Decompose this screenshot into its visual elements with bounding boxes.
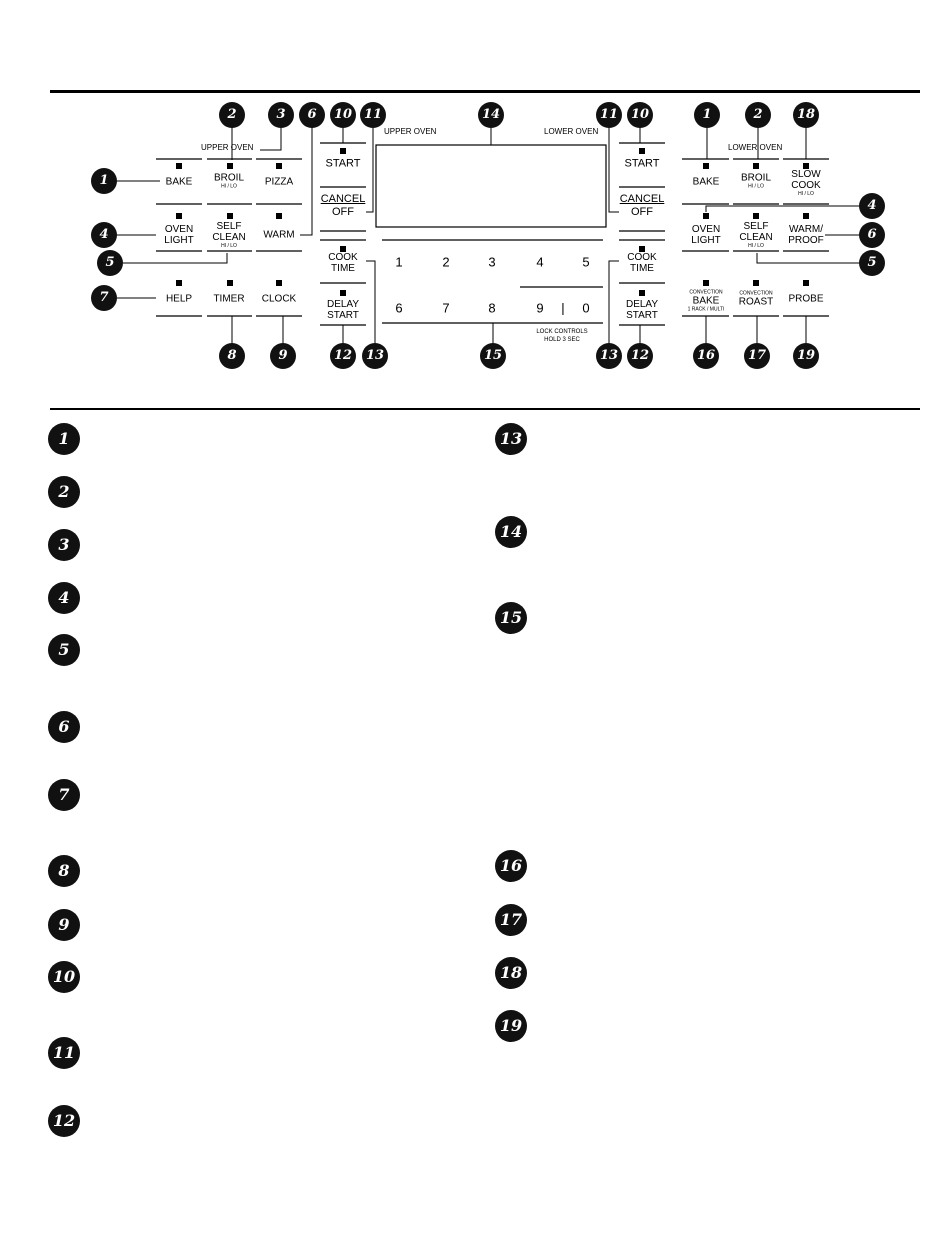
- self-clean-line2: CLEAN: [212, 232, 246, 243]
- keypad-6[interactable]: 6: [395, 300, 403, 316]
- legend-badge-17: 17: [495, 904, 527, 936]
- callout-4-right: 4: [859, 193, 885, 219]
- lower-self-clean-line1: SELF: [743, 221, 769, 232]
- probe-label: PROBE: [788, 293, 824, 305]
- callout-7: 7: [91, 285, 117, 311]
- bake-label: BAKE: [165, 176, 193, 188]
- lower-cook-line2: TIME: [630, 263, 654, 274]
- upper-oven-label: UPPER OVEN: [201, 143, 254, 152]
- keypad-2[interactable]: 2: [442, 254, 450, 270]
- keypad-0[interactable]: 0: [582, 300, 590, 316]
- callout-12-right: 12: [627, 343, 653, 369]
- probe-button[interactable]: [788, 294, 823, 305]
- callout-18: 18: [793, 102, 819, 128]
- lower-broil-button[interactable]: [741, 173, 771, 190]
- callout-5-left: 5: [97, 250, 123, 276]
- callout-11-left: 11: [360, 102, 386, 128]
- legend-badge-1: 1: [48, 423, 80, 455]
- control-panel-diagram: [0, 0, 950, 420]
- self-clean-button[interactable]: [212, 221, 245, 249]
- keypad-4[interactable]: 4: [536, 254, 544, 270]
- slow-cook-line1: SLOW: [791, 169, 821, 180]
- callout-11-right: 11: [596, 102, 622, 128]
- convection-bake-label: BAKE: [692, 295, 720, 307]
- lower-bake-button[interactable]: [693, 177, 720, 188]
- callout-3: 3: [268, 102, 294, 128]
- callout-8: 8: [219, 343, 245, 369]
- upper-cancel-label: CANCEL: [320, 193, 366, 205]
- callout-10-right: 10: [627, 102, 653, 128]
- convection-roast-pre: CONVECTION: [739, 290, 773, 297]
- legend-badge-12: 12: [48, 1105, 80, 1137]
- lower-start-label: START: [624, 157, 660, 170]
- help-label: HELP: [165, 293, 193, 305]
- callout-1-right: 1: [694, 102, 720, 128]
- lock-controls-label: [536, 328, 587, 344]
- lower-bake-label: BAKE: [692, 176, 720, 188]
- legend-badge-2: 2: [48, 476, 80, 508]
- callout-2-left: 2: [219, 102, 245, 128]
- lower-broil-sub: HI / LO: [748, 183, 764, 190]
- upper-start-button[interactable]: [325, 158, 360, 171]
- lower-oven-label: LOWER OVEN: [728, 143, 783, 152]
- lower-delay-start-button[interactable]: [626, 299, 658, 321]
- legend-badge-11: 11: [48, 1037, 80, 1069]
- legend-badge-4: 4: [48, 582, 80, 614]
- legend: [0, 410, 950, 1210]
- warm-proof-button[interactable]: [788, 224, 824, 246]
- lower-off-label: OFF: [631, 206, 653, 218]
- legend-badge-13: 13: [495, 423, 527, 455]
- convection-bake-button[interactable]: [688, 290, 725, 313]
- callout-1-left: 1: [91, 168, 117, 194]
- callout-19: 19: [793, 343, 819, 369]
- lower-self-clean-line2: CLEAN: [739, 232, 773, 243]
- upper-cook-line2: TIME: [331, 263, 355, 274]
- callout-13-left: 13: [362, 343, 388, 369]
- convection-roast-label: ROAST: [738, 296, 774, 308]
- lower-oven-light-line2: LIGHT: [691, 235, 721, 246]
- broil-button[interactable]: [214, 173, 244, 190]
- callout-12-left: 12: [330, 343, 356, 369]
- legend-badge-14: 14: [495, 516, 527, 548]
- upper-delay-line1: DELAY: [326, 299, 360, 310]
- warm-proof-line2: PROOF: [788, 235, 824, 246]
- timer-label: TIMER: [213, 293, 245, 305]
- callout-2-right: 2: [745, 102, 771, 128]
- callout-5-right: 5: [859, 250, 885, 276]
- legend-badge-7: 7: [48, 779, 80, 811]
- legend-badge-19: 19: [495, 1010, 527, 1042]
- bake-button[interactable]: [166, 177, 193, 188]
- display-upper-label: UPPER OVEN: [384, 127, 437, 136]
- callout-17: 17: [744, 343, 770, 369]
- callout-6-left: 6: [299, 102, 325, 128]
- pizza-label: PIZZA: [264, 176, 294, 188]
- callout-13-right: 13: [596, 343, 622, 369]
- lock-controls-line2: HOLD 3 SEC: [544, 337, 580, 343]
- clock-button[interactable]: [262, 294, 296, 305]
- upper-start-label: START: [325, 157, 361, 170]
- lower-start-button[interactable]: [624, 158, 659, 171]
- callout-14: 14: [478, 102, 504, 128]
- callout-6-right: 6: [859, 222, 885, 248]
- lower-cancel-label: CANCEL: [619, 193, 665, 205]
- legend-badge-8: 8: [48, 855, 80, 887]
- legend-badge-18: 18: [495, 957, 527, 989]
- warm-label: WARM: [263, 229, 295, 241]
- broil-sub: HI / LO: [221, 183, 237, 190]
- keypad-8[interactable]: 8: [488, 300, 496, 316]
- legend-badge-9: 9: [48, 909, 80, 941]
- legend-badge-16: 16: [495, 850, 527, 882]
- keypad-5[interactable]: 5: [582, 254, 590, 270]
- warm-button[interactable]: [263, 230, 294, 241]
- broil-label: BROIL: [213, 172, 245, 184]
- upper-delay-start-button[interactable]: [327, 299, 359, 321]
- pizza-button[interactable]: [265, 177, 293, 188]
- slow-cook-button[interactable]: [791, 169, 820, 197]
- clock-label: CLOCK: [261, 293, 297, 305]
- lower-delay-line2: START: [626, 310, 658, 321]
- keypad-1[interactable]: 1: [395, 254, 403, 270]
- keypad-9[interactable]: 9: [536, 300, 544, 316]
- legend-badge-15: 15: [495, 602, 527, 634]
- legend-badge-10: 10: [48, 961, 80, 993]
- legend-badge-6: 6: [48, 711, 80, 743]
- lower-delay-line1: DELAY: [625, 299, 659, 310]
- legend-badge-3: 3: [48, 529, 80, 561]
- display-lower-label: LOWER OVEN: [544, 127, 599, 136]
- keypad-3[interactable]: 3: [488, 254, 496, 270]
- slow-cook-sub: HI / LO: [798, 191, 814, 197]
- display-screen: [376, 145, 606, 227]
- convection-roast-button[interactable]: [739, 291, 773, 308]
- lock-controls-line1: LOCK CONTROLS: [536, 329, 588, 335]
- lower-oven-light-button[interactable]: [691, 224, 720, 246]
- upper-delay-line2: START: [327, 310, 359, 321]
- callout-4-left: 4: [91, 222, 117, 248]
- lower-cook-line1: COOK: [627, 252, 657, 263]
- callout-16: 16: [693, 343, 719, 369]
- keypad-7[interactable]: 7: [442, 300, 450, 316]
- lower-broil-label: BROIL: [740, 172, 772, 184]
- upper-cook-time-button[interactable]: [328, 252, 357, 274]
- slow-cook-line2: COOK: [791, 180, 821, 191]
- upper-off-label: OFF: [332, 206, 354, 218]
- lower-cancel-off-button[interactable]: [620, 193, 665, 219]
- lower-self-clean-sub: HI / LO: [748, 243, 764, 249]
- timer-button[interactable]: [213, 294, 244, 305]
- oven-light-button[interactable]: [164, 224, 193, 246]
- lower-cook-time-button[interactable]: [627, 252, 656, 274]
- keypad-separator: |: [561, 300, 565, 316]
- help-button[interactable]: [166, 294, 192, 305]
- lower-oven-light-line1: OVEN: [691, 224, 721, 235]
- callout-15: 15: [480, 343, 506, 369]
- self-clean-sub: HI / LO: [221, 243, 237, 249]
- upper-cook-line1: COOK: [328, 252, 358, 263]
- convection-bake-pre: CONVECTION: [689, 289, 723, 296]
- self-clean-line1: SELF: [216, 221, 242, 232]
- legend-badge-5: 5: [48, 634, 80, 666]
- callout-10-left: 10: [330, 102, 356, 128]
- oven-light-line1: OVEN: [164, 224, 194, 235]
- convection-bake-sub: 1 RACK / MULTI: [687, 306, 725, 313]
- lower-self-clean-button[interactable]: [739, 221, 772, 249]
- oven-light-line2: LIGHT: [164, 235, 194, 246]
- callout-9: 9: [270, 343, 296, 369]
- upper-cancel-off-button[interactable]: [321, 193, 366, 219]
- warm-proof-line1: WARM/: [788, 224, 824, 235]
